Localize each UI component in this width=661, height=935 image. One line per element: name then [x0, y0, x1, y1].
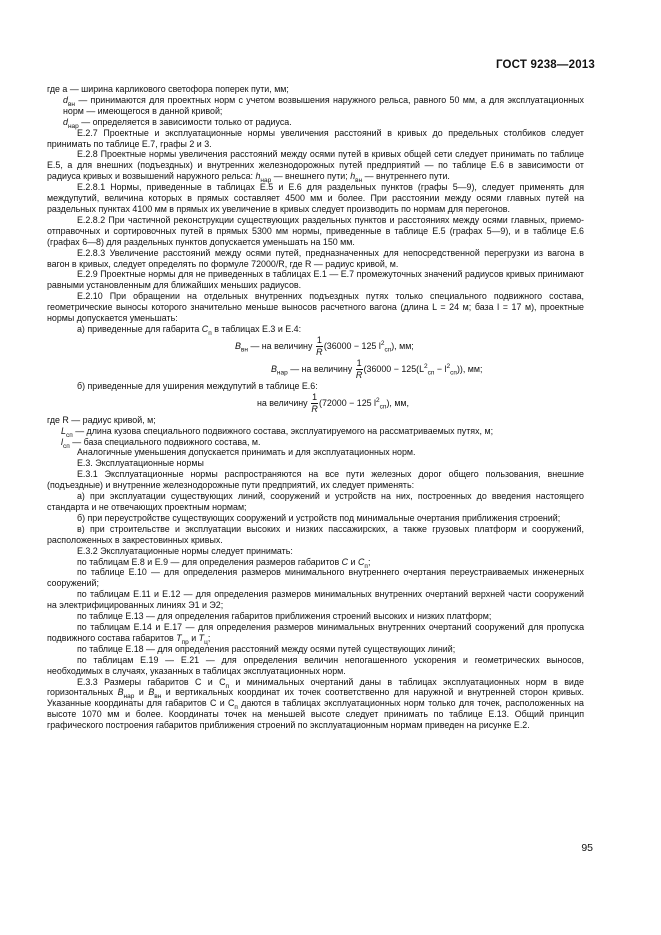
document-body [47, 84, 584, 731]
section-heading: Е.3. Эксплуатационные нормы [77, 458, 204, 469]
paragraph: Е.2.8.3 Увеличение расстояний между осями путей, предназначенных для непосредственной перегрузки из вагона в вагон в кривых, следует определять по формуле 72000/R, где R — радиус кривой, м. [47, 247, 584, 269]
paragraph: б) приведенные для уширения междупутий в таблице Е.6: [77, 380, 318, 391]
paragraph: в) при строительстве и эксплуатации высоких и низких пассажирских, а также грузовых платформ и сооружений, расположенных в закрестовинных кривых. [47, 523, 584, 545]
paragraph: Е.2.10 При обращении на отдельных внутренних подъездных путях только специального подвижного состава, геометрические выносы которого значительно меньше выносов расчетного вагона (длина L = 24 м; база l = 17 м), проектные нормы допускается уменьшать: [47, 291, 584, 324]
paragraph: Е.2.8.1 Нормы, приведенные в таблицах Е.5 и Е.6 для раздельных пунктов (графы 5—9), следует применять для междупутий, величина которых в прямых составляет 4500 мм и более. При расстоянии между осями главных путей на раздельных пунктах 4100 мм в прямых их увеличение в кривых следует производить по нормам для перегонов. [47, 182, 584, 214]
standard-header: ГОСТ 9238—2013 [495, 59, 595, 71]
paragraph: по таблицам Е.11 и Е.12 — для определения размеров минимальных внутренних очертаний верхней части сооружений на электрифицированных линиях Э1 и Э2; [47, 589, 584, 611]
paragraph: $d_{вн}$ — принимаются для проектных норм с учетом возвышения наружного рельса, равного 50 мм, а для эксплуатационных норм — имеющегося в данной кривой; [63, 94, 584, 116]
paragraph: по таблице Е.10 — для определения размеров минимального внутреннего очертания переустраиваемых инженерных сооружений; [47, 567, 584, 589]
paragraph: а) приведенные для габарита $С_п$ в таблицах Е.3 и Е.4: [77, 323, 302, 337]
paragraph: Е.3.3 Размеры габаритов С и $С_п$ и минимальных очертаний даны в таблицах эксплуатационных норм в виде горизонтальных $B_{нар}$ и $B_{вн}$ и вертикальных координат их точек соответственно для наружной и внутренней сторон кривых. Указанные координаты для габаритов С и $С_п$ даются в таблицах эксплуатационных норм только для точек, расположенных на высоте 1070 мм и более. Координаты точек на меньшей высоте следует принимать по таблице Е.13. Общий принцип графического построения габаритов приближения строений по эксплуатационным нормам приведен на рисунке Е.2. [47, 676, 584, 731]
paragraph: по таблицам Е.14 и Е.17 — для определения размеров минимальных внутренних очертаний сооружений для пропуска подвижного состава габаритов $Т_{пр}$ и $Т_ц$; [47, 621, 584, 646]
formula-mezhdoputie: на величину $\frac{1}{R}$ (72000 − 125 $l^2_{сп}$), мм, [257, 391, 409, 414]
paragraph: б) при переустройстве существующих сооружений и устройств под минимальные очертания приближения строений; [77, 512, 561, 523]
paragraph: Е.2.9 Проектные нормы для не приведенных в таблицах Е.1 — Е.7 промежуточных значений радиусов кривых принимают равными установленным для ближайших меньших радиусов. [47, 269, 584, 291]
paragraph: $L_{сп}$ — длина кузова специального подвижного состава, эксплуатируемого на рассматриваемых путях, м; [61, 425, 494, 439]
paragraph: Е.2.8 Проектные нормы увеличения расстояний между осями путей в кривых общей сети следует принимать по таблице Е.5, а для внешних (подъездных) и внутренних железнодорожных путей предприятий — по таблице Е.6 в зависимости от радиуса кривых и возвышений наружного рельса: $h_{нар}$ — внешнего пути; $h_{вн}$ — внутреннего пути. [47, 149, 584, 185]
paragraph: где R — радиус кривой, м; [47, 414, 156, 425]
paragraph: где а — ширина карликового светофора поперек пути, мм; [47, 84, 289, 94]
formula-b-nar: $B_{нар}$ — на величину $\frac{1}{R}$ $(36000 - 125(L^2_{сп} - l^2_{сп}))$, мм; [271, 357, 483, 380]
paragraph: по таблицам Е.8 и Е.9 — для определения размеров габаритов С и $С_п$; [77, 556, 371, 570]
paragraph: а) при эксплуатации существующих линий, сооружений и устройств на них, построенных до введения настоящего стандарта и не отвечающих проектным нормам; [47, 491, 584, 512]
paragraph: по таблице Е.18 — для определения расстояний между осями путей существующих линий; [77, 643, 456, 654]
paragraph: по таблицам Е.19 — Е.21 — для определения величин непогашенного ускорения и геометрических выносов, необходимых в случаях, указанных в таблицах эксплуатационных норм. [47, 654, 584, 676]
paragraph: Е.3.2 Эксплуатационные нормы следует принимать: [77, 545, 293, 556]
paragraph: по таблице Е.13 — для определения габаритов приближения строений высоких и низких платформ; [77, 611, 492, 622]
paragraph: $l_{сп}$ — база специального подвижного состава, м. [61, 436, 261, 450]
paragraph: Аналогичные уменьшения допускается принимать и для эксплуатационных норм. [77, 447, 416, 458]
paragraph: Е.3.1 Эксплуатационные нормы распространяются на все пути железных дорог общего пользования, внешние (подъездные) и внутренние железнодорожные пути предприятий, их следует применять: [47, 469, 584, 491]
page-number: 95 [581, 842, 593, 854]
paragraph: $d_{нар}$ — определяется в зависимости только от радиуса. [63, 116, 292, 130]
paragraph: Е.2.8.2 При частичной реконструкции существующих раздельных пунктов и расстояниях между осями главных, приемо-отправочных и сортировочных путей в прямых 5300 мм нормы, приведенные в таблице Е.5 (графах 5—9), и в таблице Е.6 (графах 6—8) для раздельных пунктов допускается уменьшать на 150 мм. [47, 214, 584, 247]
formula-b-vn: $B_{вн}$ — на величину $\frac{1}{R}$ (36000 − 125 $l^2_{сп}$), мм; [235, 334, 414, 357]
paragraph: Е.2.7 Проектные и эксплуатационные нормы увеличения расстояний в кривых до предельных столбиков следует принимать по таблице Е.7, графы 2 и 3. [47, 127, 584, 149]
